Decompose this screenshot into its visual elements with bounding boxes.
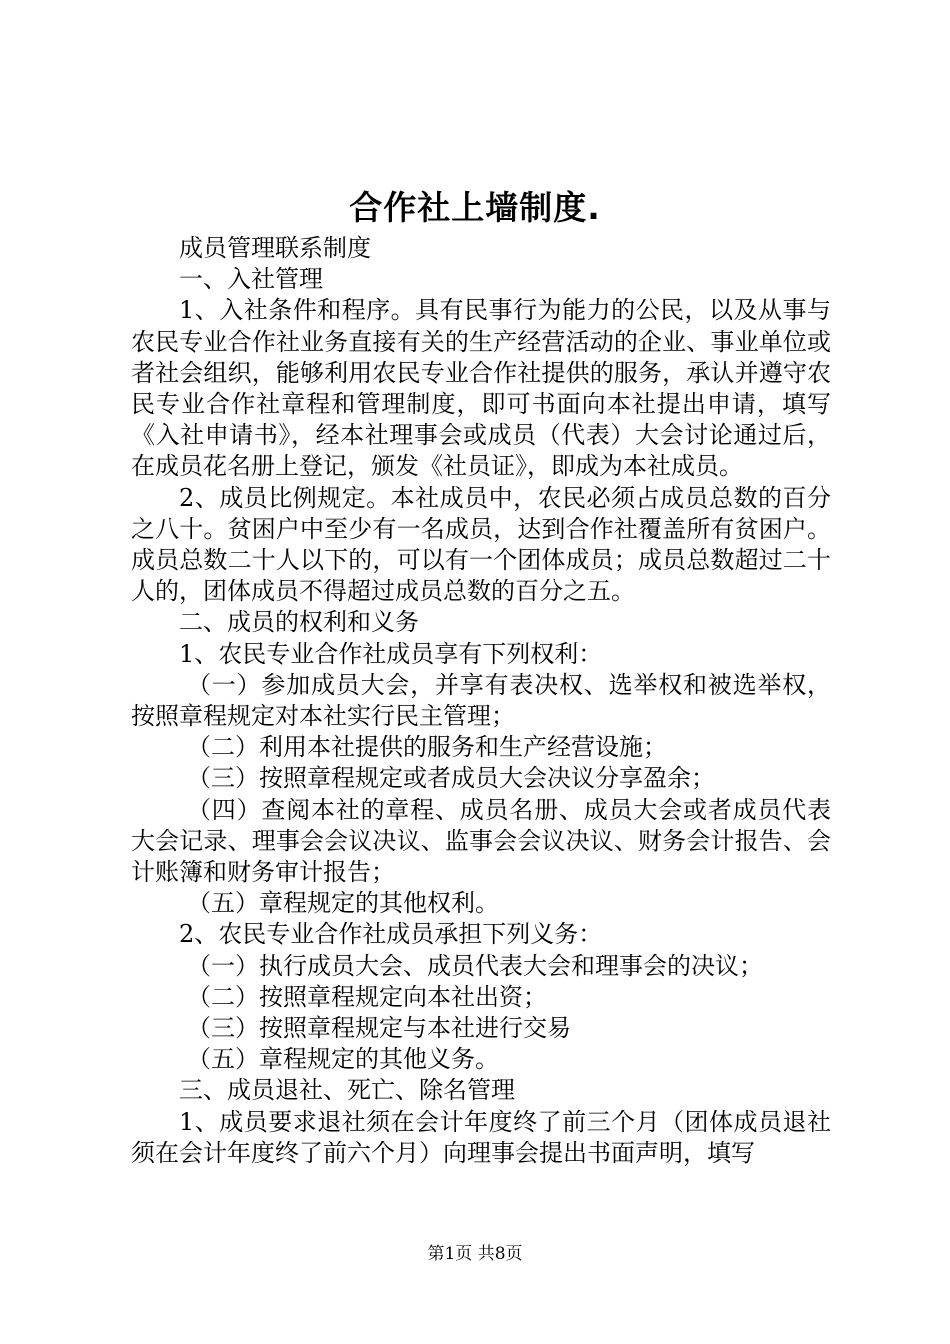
paragraph: 1、入社条件和程序。具有民事行为能力的公民，以及从事与农民专业合作社业务直接有关的生产经营活动的企业、事业单位或者社会组织，能够利用农民专业合作社提供的服务，承认并遵守农民专业合作社章程和管理制度，即可书面向本社提出申请，填写《入社申请书》，经本社理事会或成员（代表）大会讨论通过后，在成员花名册上登记，颁发《社员证》，即成为本社成员。: [131, 296, 831, 481]
list-item: （四）查阅本社的章程、成员名册、成员大会或者成员代表大会记录、理事会会议决议、监事会会议决议、财务会计报告、会计账簿和财务审计报告；: [131, 795, 831, 887]
list-item: （一）参加成员大会，并享有表决权、选举权和被选举权，按照章程规定对本社实行民主管理；: [131, 670, 831, 731]
document-title: 合作社上墙制度.: [349, 188, 601, 227]
list-item: （三）按照章程规定或者成员大会决议分享盈余；: [187, 764, 715, 793]
list-item: （三）按照章程规定与本社进行交易: [187, 1014, 571, 1043]
section-heading: 二、成员的权利和义务: [179, 608, 419, 637]
list-item: （二）按照章程规定向本社出资；: [187, 982, 547, 1011]
paragraph: 2、成员比例规定。本社成员中，农民必须占成员总数的百分之八十。贫困户中至少有一名成员，达到合作社覆盖所有贫困户。成员总数二十人以下的，可以有一个团体成员；成员总数超过二十人的，团体成员不得超过成员总数的百分之五。: [131, 483, 831, 606]
section-heading: 一、入社管理: [179, 265, 323, 294]
list-item: （五）章程规定的其他义务。: [187, 1045, 499, 1074]
paragraph: 1、农民专业合作社成员享有下列权利：: [179, 639, 603, 668]
list-item: （二）利用本社提供的服务和生产经营设施；: [187, 733, 667, 762]
list-item: （五）章程规定的其他权利。: [187, 889, 499, 918]
list-item: （一）执行成员大会、成员代表大会和理事会的决议；: [187, 951, 763, 980]
document-body: [131, 233, 831, 1169]
page-footer: 第1页 共8页: [427, 1244, 523, 1264]
section-heading: 三、成员退社、死亡、除名管理: [179, 1076, 515, 1105]
paragraph: 1、成员要求退社须在会计年度终了前三个月（团体成员退社须在会计年度终了前六个月）向理事会提出书面声明，填写: [131, 1107, 831, 1167]
paragraph: 2、农民专业合作社成员承担下列义务：: [179, 920, 603, 949]
section-heading: 成员管理联系制度: [179, 234, 371, 262]
